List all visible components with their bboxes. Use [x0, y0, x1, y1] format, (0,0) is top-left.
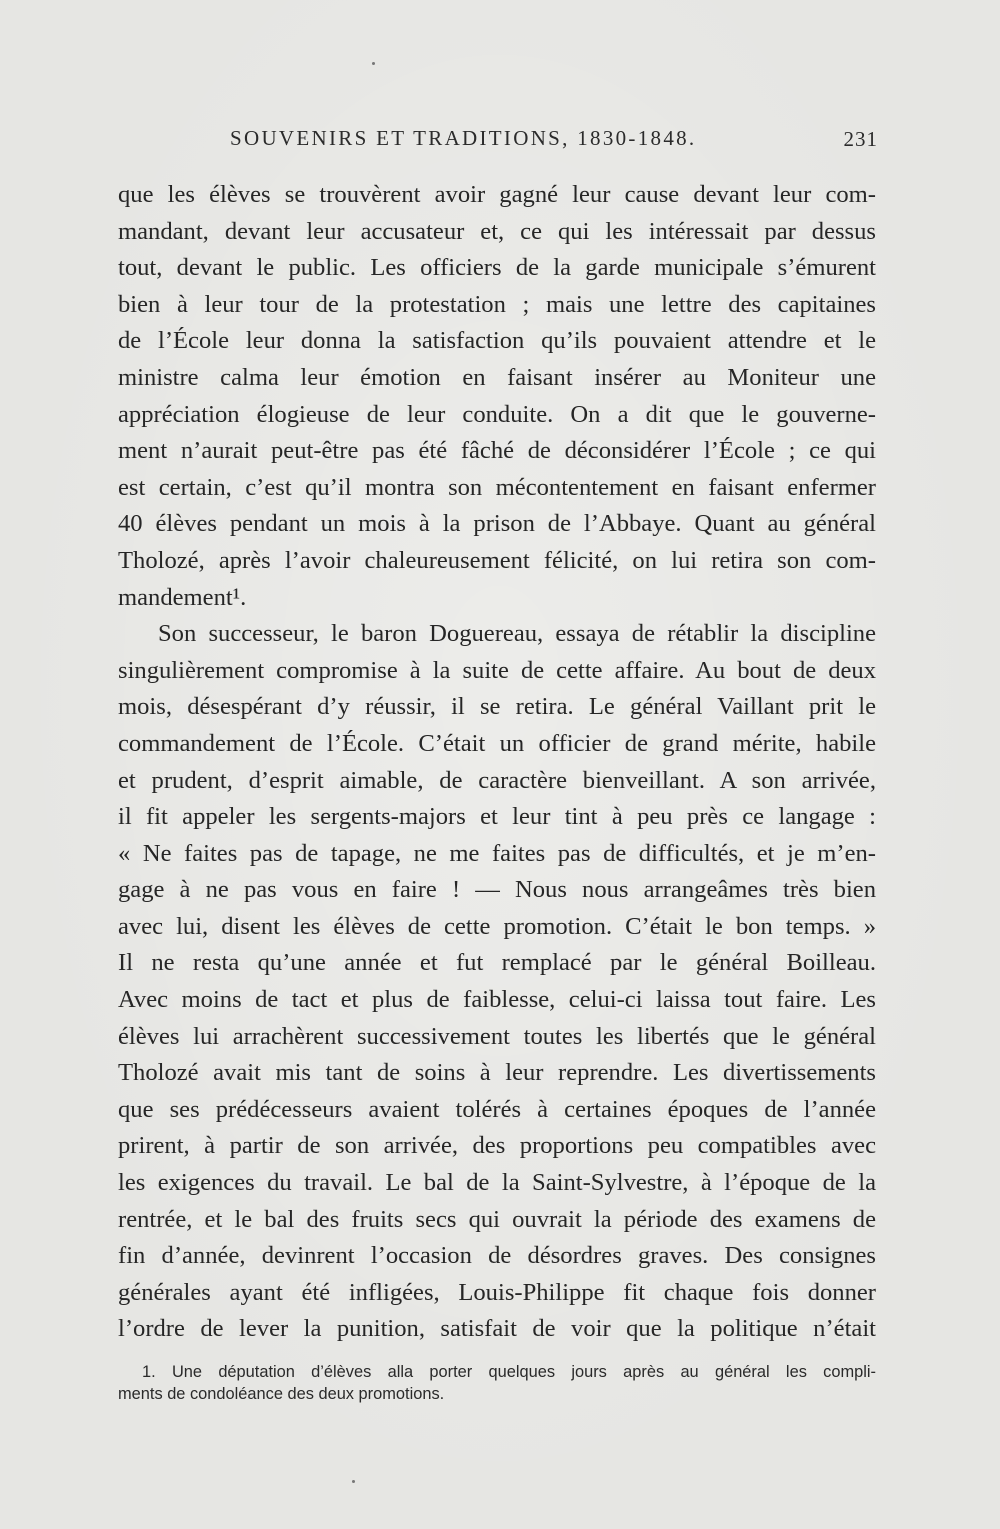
text-line: de l’École leur donna la satisfaction qu’ils pouvaient attendre et le	[118, 327, 876, 355]
text-line: et prudent, d’esprit aimable, de caractère bienveillant. A son arrivée,	[118, 766, 876, 794]
running-head: SOUVENIRS ET TRADITIONS, 1830-1848.	[230, 126, 697, 150]
text-line: l’ordre de lever la punition, satisfait de voir que la politique n’était	[118, 1315, 876, 1343]
text-line: gage à ne pas vous en faire ! — Nous nous arrangeâmes très bien	[118, 876, 876, 904]
text-line: commandement de l’École. C’était un officier de grand mérite, habile	[118, 729, 876, 757]
text-line: ministre calma leur émotion en faisant insérer au Moniteur une	[118, 363, 876, 391]
text-line: générales ayant été infligées, Louis-Philippe fit chaque fois donner	[118, 1278, 876, 1306]
text-line: « Ne faites pas de tapage, ne me faites pas de difficultés, et je m’en-	[118, 839, 876, 867]
text-line: ment n’aurait peut-être pas été fâché de déconsidérer l’École ; ce qui	[118, 437, 876, 465]
text-line: mois, désespérant d’y réussir, il se retira. Le général Vaillant prit le	[118, 693, 876, 721]
text-line: que les élèves se trouvèrent avoir gagné leur cause devant leur com-	[118, 181, 876, 208]
text-line: les exigences du travail. Le bal de la Saint-Sylvestre, à l’époque de la	[118, 1169, 876, 1197]
text-line: Avec moins de tact et plus de faiblesse, celui-ci laissa tout faire. Les	[118, 986, 876, 1014]
text-line: mandant, devant leur accusateur et, ce qui les intéressait par dessus	[118, 217, 876, 245]
text-line: est certain, c’est qu’il montra son mécontentement en faisant enfermer	[118, 473, 876, 501]
paper-speck	[352, 1480, 355, 1483]
text-line: il fit appeler les sergents-majors et leur tint à peu près ce langage :	[118, 803, 876, 831]
paragraph-first-line: Son successeur, le baron Doguereau, essaya de rétablir la discipline	[158, 620, 876, 648]
page-header	[118, 126, 878, 160]
text-line: avec lui, disent les élèves de cette promotion. C’était le bon temps. »	[118, 912, 876, 940]
text-line: tout, devant le public. Les officiers de la garde municipale s’émurent	[118, 254, 876, 282]
text-line: appréciation élogieuse de leur conduite. On a dit que le gouverne-	[118, 400, 876, 428]
text-line: Tholozé avait mis tant de soins à leur reprendre. Les divertissements	[118, 1059, 876, 1087]
text-line: fin d’année, devinrent l’occasion de désordres graves. Des consignes	[118, 1242, 876, 1270]
page-number: 231	[843, 127, 878, 151]
text-line: prirent, à partir de son arrivée, des proportions peu compatibles avec	[118, 1132, 876, 1160]
footnote-line: ments de condoléance des deux promotions.	[118, 1385, 445, 1403]
text-line: bien à leur tour de la protestation ; mais une lettre des capitaines	[118, 290, 876, 318]
text-line: Il ne resta qu’une année et fut remplacé par le général Boilleau.	[118, 949, 876, 977]
text-line: 40 élèves pendant un mois à la prison de l’Abbaye. Quant au général	[118, 510, 876, 538]
text-line: mandement¹.	[118, 583, 247, 611]
text-line: que ses prédécesseurs avaient tolérés à certaines époques de l’année	[118, 1095, 876, 1123]
text-line: singulièrement compromise à la suite de cette affaire. Au bout de deux	[118, 656, 876, 684]
body-text	[118, 177, 876, 1348]
text-line: élèves lui arrachèrent successivement toutes les libertés que le général	[118, 1022, 876, 1050]
text-line: rentrée, et le bal des fruits secs qui ouvrait la période des examens de	[118, 1205, 876, 1233]
paper-speck	[372, 62, 375, 65]
footnote	[118, 1361, 876, 1405]
text-line: Tholozé, après l’avoir chaleureusement félicité, on lui retira son com-	[118, 546, 876, 574]
footnote-line: 1. Une députation d’élèves alla porter quelques jours après au général les compli-	[142, 1363, 876, 1381]
